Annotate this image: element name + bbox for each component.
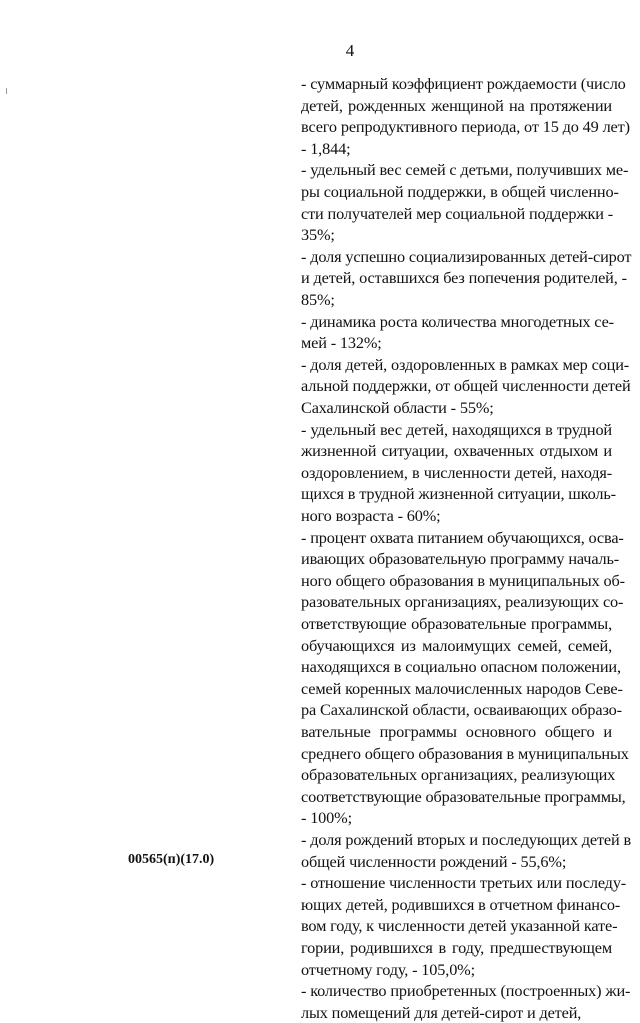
text-line: разовательных организациях, реализующих со- bbox=[301, 592, 624, 612]
text-line: вом году, к численности детей указанной кате- bbox=[301, 916, 618, 936]
text-line: - процент охвата питанием обучающихся, осва- bbox=[301, 527, 624, 547]
text-line: вательные программы основного общего и bbox=[301, 722, 612, 741]
text-line: Сахалинской области - 55%; bbox=[301, 398, 494, 417]
text-line: ного возраста - 60%; bbox=[301, 506, 441, 525]
text-line: ответствующие образовательные программы, bbox=[301, 614, 612, 633]
text-line: жизненной ситуации, охваченных отдыхом и bbox=[301, 441, 612, 461]
text-line: - 1,844; bbox=[301, 138, 351, 158]
text-line: среднего общего образования в муниципальных bbox=[301, 743, 629, 763]
scan-margin-mark bbox=[6, 88, 7, 94]
text-line: сти получателей мер социальной поддержки - bbox=[301, 203, 613, 223]
text-line: - удельный вес семей с детьми, получивших ме- bbox=[301, 160, 629, 180]
text-line: щихся в трудной жизненной ситуации, школь- bbox=[301, 484, 616, 504]
text-line: - доля рождений вторых и последующих детей в bbox=[301, 830, 632, 849]
text-line: 35%; bbox=[301, 225, 335, 245]
text-line: лых помещений для детей-сирот и детей, bbox=[301, 1002, 582, 1022]
text-line: альной поддержки, от общей численности детей bbox=[301, 376, 631, 396]
text-line: общей численности рождений - 55,6%; bbox=[301, 851, 567, 871]
text-line: - динамика роста количества многодетных се- bbox=[301, 311, 614, 331]
text-line: обучающихся из малоимущих семей, семей, bbox=[301, 635, 612, 655]
text-line: ивающих образовательную программу началь- bbox=[301, 549, 620, 569]
text-line: - 100%; bbox=[301, 808, 352, 828]
text-line: и детей, оставшихся без попечения родителей, - bbox=[301, 268, 627, 288]
text-line: - количество приобретенных (построенных) жи- bbox=[301, 981, 631, 1001]
page-number: 4 bbox=[345, 41, 355, 60]
text-line: - суммарный коэффициент рождаемости (число bbox=[301, 74, 626, 93]
text-line: ры социальной поддержки, в общей численно- bbox=[301, 182, 619, 201]
text-line: - удельный вес детей, находящихся в трудной bbox=[301, 419, 612, 439]
text-line: - отношение численности третьих или последу- bbox=[301, 873, 627, 893]
text-line: всего репродуктивного периода, от 15 до 49 лет) bbox=[301, 117, 630, 137]
text-line: детей, рожденных женщиной на протяжении bbox=[301, 95, 612, 115]
text-line: ного общего образования в муниципальных об- bbox=[301, 570, 625, 590]
text-line: 85%; bbox=[301, 290, 335, 309]
text-line: ра Сахалинской области, осваивающих образо- bbox=[301, 700, 622, 720]
text-line: находящихся в социально опасном положении, bbox=[301, 657, 621, 677]
text-line: оздоровлением, в численности детей, находя- bbox=[301, 462, 612, 482]
text-line: ющих детей, родившихся в отчетном финансо- bbox=[301, 894, 621, 914]
text-line: образовательных организациях, реализующих bbox=[301, 765, 616, 785]
text-line: отчетному году, - 105,0%; bbox=[301, 959, 475, 979]
text-line: - доля успешно социализированных детей-сирот bbox=[301, 246, 632, 266]
text-line: семей коренных малочисленных народов Севе- bbox=[301, 678, 623, 698]
text-line: - доля детей, оздоровленных в рамках мер соци- bbox=[301, 354, 630, 374]
text-line: соответствующие образовательные программы, bbox=[301, 786, 626, 806]
document-code: 00565(п)(17.0) bbox=[128, 852, 215, 867]
text-line: мей - 132%; bbox=[301, 333, 382, 353]
text-line: гории, родившихся в году, предшествующем bbox=[301, 938, 612, 957]
